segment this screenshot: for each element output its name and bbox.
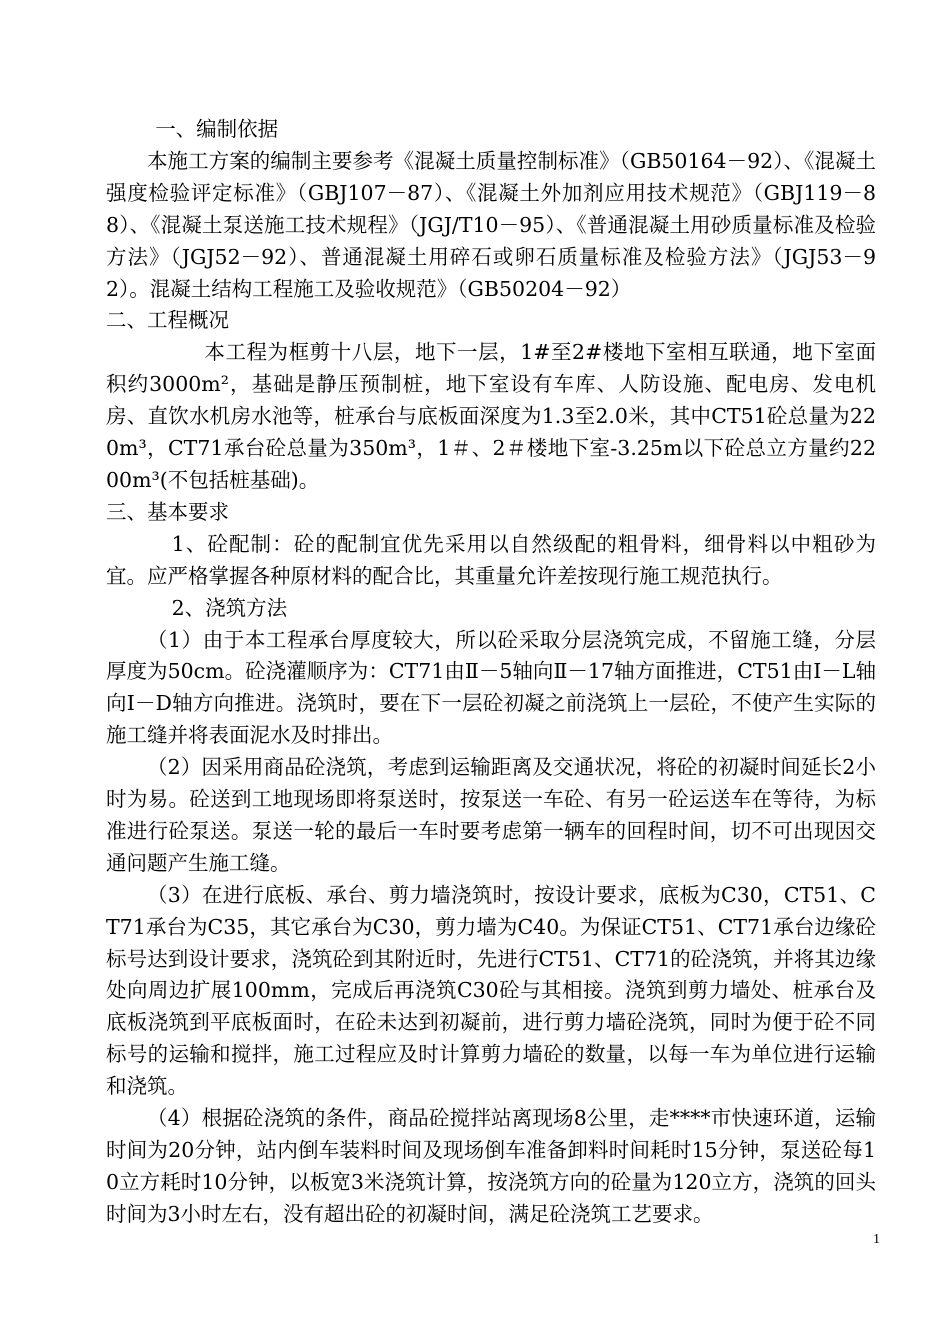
paragraph-pouring-3: （3）在进行底板、承台、剪力墙浇筑时，按设计要求，底板为C30，CT51、CT71承台为C35，其它承台为C30，剪力墙为C40。为保证CT51、CT71承台边缘砼标号达到设计要求，浇筑砼到其附近时，先进行CT51、CT71的砼浇筑，并将其边缘处向周边扩展100mm，完成后再浇筑C30砼与其相接。浇筑到剪力墙处、桩承台及底板浇筑到平底板面时，在砼未达到初凝前，进行剪力墙砼浇筑，同时为便于砼不同标号的运输和搅拌，施工过程应及时计算剪力墙砼的数量，以每一车为单位进行运输和浇筑。	[106, 882, 876, 1099]
paragraph-overview: 本工程为框剪十八层，地下一层，1#至2#楼地下室相互联通，地下室面积约3000m²，基础是静压预制桩，地下室设有车库、人防设施、配电房、发电机房、直饮水机房水池等，桩承台与底板面深度为1.3至2.0米，其中CT51砼总量为220m³，CT71承台砼总量为350m³，1＃、2＃楼地下室-3.25m以下砼总立方量约2200m³(不包括桩基础)。	[106, 340, 876, 492]
paragraph-pouring-1: （1）由于本工程承台厚度较大，所以砼采取分层浇筑完成，不留施工缝，分层厚度为50cm。砼浇灌顺序为：CT71由Ⅱ－5轴向Ⅱ－17轴方面推进，CT51由Ⅰ－L轴向Ⅰ－D轴方向推进。浇筑时，要在下一层砼初凝之前浇筑上一层砼，不使产生实际的施工缝并将表面泥水及时排出。	[106, 627, 876, 748]
paragraph-pouring-2: （2）因采用商品砼浇筑，考虑到运输距离及交通状况，将砼的初凝时间延长2小时为易。砼送到工地现场即将泵送时，按泵送一车砼、有另一砼运送车在等待，为标准进行砼泵送。泵送一轮的最后一车时要考虑第一辆车的回程时间，切不可出现因交通问题产生施工缝。	[106, 755, 876, 875]
section-heading-basis: 一、编制依据	[155, 117, 279, 141]
paragraph-concrete-mix: 1、砼配制：砼的配制宜优先采用以自然级配的粗骨料，细骨料以中粗砂为宜。应严格掌握各种原材料的配合比，其重量允许差按现行施工规范执行。	[106, 531, 876, 588]
document-body	[106, 114, 876, 1231]
paragraph-basis: 本施工方案的编制主要参考《混凝土质量控制标准》（GB50164－92）、《混凝土强度检验评定标准》（GBJ107－87）、《混凝土外加剂应用技术规范》（GBJ119－88）、《混凝土泵送施工技术规程》（JGJ/T10－95）、《普通混凝土用砂质量标准及检验方法》（JGJ52－92）、普通混凝土用碎石或卵石质量标准及检验方法》（JGJ53－92）。混凝土结构工程施工及验收规范》（GB50204－92）	[106, 148, 876, 301]
section-heading-overview: 二、工程概况	[106, 308, 229, 333]
page-number: 1	[873, 1232, 880, 1247]
paragraph-pouring-4: （4）根据砼浇筑的条件，商品砼搅拌站离现场8公里，走****市快速环道，运输时间为20分钟，站内倒车装料时间及现场倒车准备卸料时间耗时15分钟，泵送砼每10立方耗时10分钟，以板宽3米浇筑计算，按浇筑方向的砼量为120立方，浇筑的回头时间为3小时左右，没有超出砼的初凝时间，满足砼浇筑工艺要求。	[106, 1106, 876, 1226]
section-heading-requirements: 三、基本要求	[106, 499, 229, 524]
subheading-pouring-method: 2、浇筑方法	[171, 595, 288, 620]
